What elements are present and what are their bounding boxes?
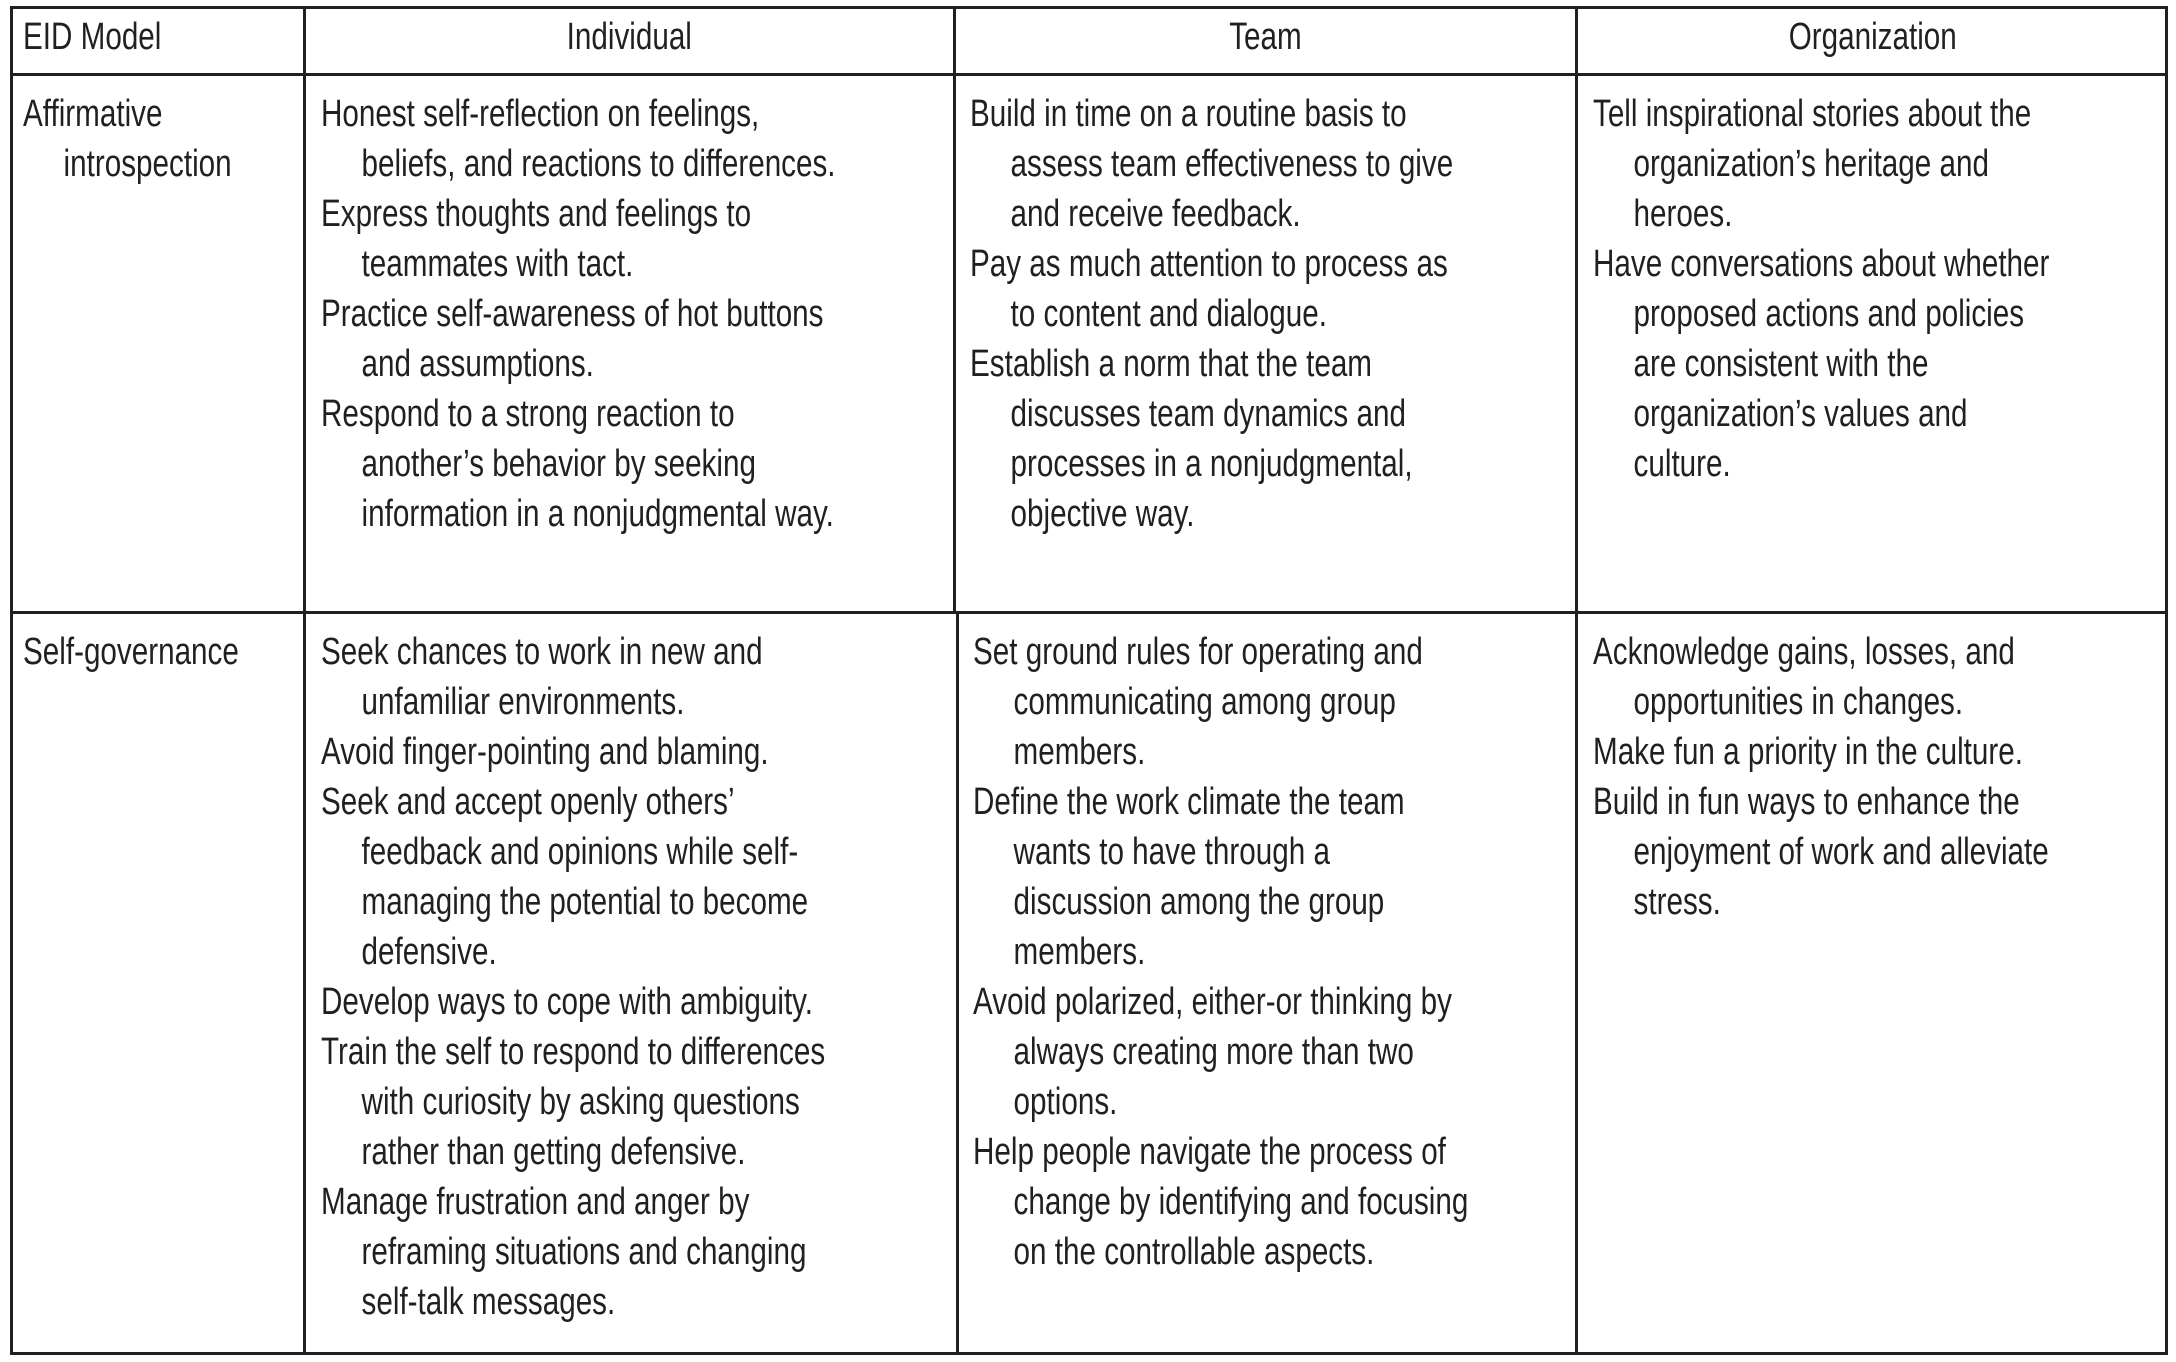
text-line: Express thoughts and feelings to — [321, 193, 752, 235]
text-line: Tell inspirational stories about the — [1593, 93, 2032, 135]
text-line: Organization — [1788, 16, 1958, 58]
text-line: Build in fun ways to enhance the — [1593, 781, 2020, 823]
text-line: Individual — [566, 16, 693, 58]
text-line: Affirmative — [23, 93, 163, 135]
text-line: Establish a norm that the team — [970, 343, 1372, 385]
text-line: Acknowledge gains, losses, and — [1593, 631, 2015, 673]
text-line: options. — [1013, 1081, 1118, 1123]
list-item — [321, 627, 812, 727]
text-line: rather than getting defensive. — [361, 1131, 746, 1173]
list-item — [321, 977, 812, 1027]
column-divider — [953, 9, 956, 611]
text-line: information in a nonjudgmental way. — [361, 493, 834, 535]
text-line: Have conversations about whether — [1593, 243, 2050, 285]
header-individual — [306, 17, 953, 57]
text-line: Build in time on a routine basis to — [970, 93, 1407, 135]
text-line: defensive. — [361, 931, 497, 973]
list-item — [321, 1027, 826, 1177]
list-item — [1593, 239, 2050, 489]
text-line: Develop ways to cope with ambiguity. — [321, 981, 814, 1023]
row2-organization-cell — [1593, 627, 2163, 927]
text-line: Avoid polarized, either-or thinking by — [973, 981, 1452, 1023]
text-line: managing the potential to become — [361, 881, 809, 923]
row1-individual-cell — [321, 89, 951, 539]
text-line: Practice self-awareness of hot buttons — [321, 293, 824, 335]
list-item — [970, 239, 1448, 339]
list-item — [973, 1127, 1469, 1277]
row-label-affirmative-introspection — [23, 89, 303, 189]
text-line: and receive feedback. — [1010, 193, 1301, 235]
list-item — [973, 777, 1441, 977]
text-line: always creating more than two — [1013, 1031, 1414, 1073]
text-line: Self-governance — [23, 631, 239, 673]
column-divider — [1575, 9, 1578, 1352]
list-item — [1593, 727, 2038, 777]
text-line: EID Model — [23, 16, 162, 58]
text-line: Set ground rules for operating and — [973, 631, 1423, 673]
text-line: wants to have through a — [1013, 831, 1330, 873]
text-line: Avoid finger-pointing and blaming. — [321, 731, 769, 773]
list-item — [321, 1177, 812, 1327]
text-line: discussion among the group — [1013, 881, 1385, 923]
header-divider — [13, 73, 2165, 76]
text-line: to content and dialogue. — [1010, 293, 1327, 335]
column-divider — [303, 9, 306, 1352]
text-line: heroes. — [1633, 193, 1733, 235]
text-line: opportunities in changes. — [1633, 681, 1964, 723]
text-line: are consistent with the — [1633, 343, 1929, 385]
text-line: Make fun a priority in the culture. — [1593, 731, 2023, 773]
text-line: unfamiliar environments. — [361, 681, 685, 723]
text-line: and assumptions. — [361, 343, 594, 385]
text-line: Train the self to respond to differences — [321, 1031, 826, 1073]
column-divider — [956, 611, 959, 1352]
text-line: Seek and accept openly others’ — [321, 781, 735, 823]
text-line: Team — [1229, 16, 1302, 58]
list-item — [321, 89, 836, 189]
text-line: Manage frustration and anger by — [321, 1181, 750, 1223]
list-item — [321, 777, 812, 977]
text-line: reframing situations and changing — [361, 1231, 807, 1273]
text-line: assess team effectiveness to give — [1010, 143, 1454, 185]
text-line: processes in a nonjudgmental, — [1010, 443, 1413, 485]
list-item — [973, 977, 1452, 1127]
header-organization — [1578, 17, 2168, 57]
text-line: with curiosity by asking questions — [361, 1081, 800, 1123]
list-item — [321, 727, 812, 777]
text-line: Seek chances to work in new and — [321, 631, 763, 673]
text-line: teammates with tact. — [361, 243, 634, 285]
text-line: culture. — [1633, 443, 1731, 485]
header-eid-model — [13, 17, 303, 57]
text-line: another’s behavior by seeking — [361, 443, 756, 485]
text-line: communicating among group — [1013, 681, 1396, 723]
text-line: organization’s heritage and — [1633, 143, 1989, 185]
list-item — [321, 389, 834, 539]
list-item — [1593, 777, 2049, 927]
text-line: beliefs, and reactions to differences. — [361, 143, 836, 185]
text-line: feedback and opinions while self- — [361, 831, 799, 873]
list-item — [1593, 627, 2038, 727]
list-item — [321, 289, 824, 389]
text-line: introspection — [63, 143, 232, 185]
row2-individual-cell — [321, 627, 951, 1327]
list-item — [321, 189, 812, 289]
text-line: Pay as much attention to process as — [970, 243, 1448, 285]
row1-team-cell — [970, 89, 1570, 539]
text-line: stress. — [1633, 881, 1721, 923]
text-line: Define the work climate the team — [973, 781, 1405, 823]
text-line: members. — [1013, 731, 1146, 773]
row-divider — [13, 611, 2165, 614]
list-item — [973, 627, 1441, 777]
row2-team-cell — [973, 627, 1573, 1277]
text-line: proposed actions and policies — [1633, 293, 2025, 335]
row-label-self-governance — [23, 627, 303, 677]
text-line: discusses team dynamics and — [1010, 393, 1406, 435]
text-line: change by identifying and focusing — [1013, 1181, 1469, 1223]
list-item — [970, 89, 1454, 239]
eid-model-table — [10, 6, 2168, 1355]
text-line: objective way. — [1010, 493, 1195, 535]
text-line: on the controllable aspects. — [1013, 1231, 1375, 1273]
text-line: members. — [1013, 931, 1146, 973]
header-team — [956, 17, 1575, 57]
list-item — [970, 339, 1438, 539]
row1-organization-cell — [1593, 89, 2163, 489]
text-line: Honest self-reflection on feelings, — [321, 93, 760, 135]
text-line: self-talk messages. — [361, 1281, 616, 1323]
text-line: enjoyment of work and alleviate — [1633, 831, 2049, 873]
text-line: Respond to a strong reaction to — [321, 393, 735, 435]
text-line: organization’s values and — [1633, 393, 1968, 435]
text-line: Help people navigate the process of — [973, 1131, 1446, 1173]
list-item — [1593, 89, 2038, 239]
